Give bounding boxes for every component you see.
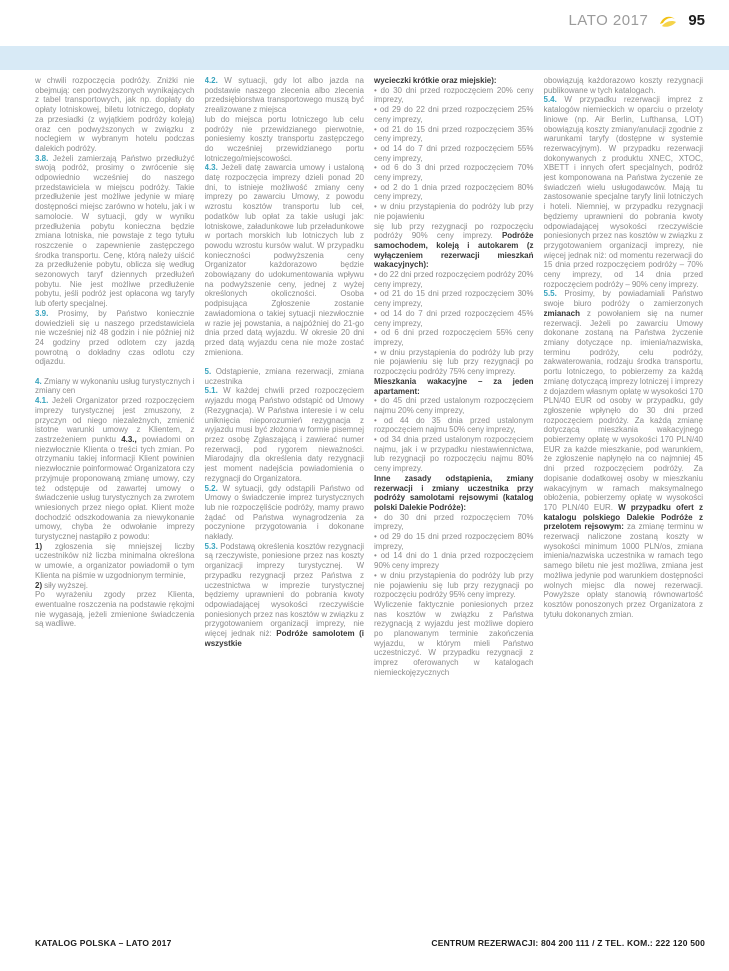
body-text: Zmiany w wykonaniu usług turystycznych i zmiany cen bbox=[35, 376, 195, 396]
section-number: 4.1. bbox=[35, 396, 49, 406]
paragraph bbox=[374, 202, 534, 221]
body-text: • do 30 dni przed rozpoczęciem 70% imprezy, bbox=[374, 512, 534, 532]
body-text: Jeżeli Organizator przed rozpoczęciem imprezy turystycznej jest zmuszony, z przyczyn od niego niezależnych, zmienić istotne warunki umowy z Klientem, z zastrzeżeniem punktu bbox=[35, 396, 195, 444]
body-text: • od 29 do 22 dni przed rozpoczęciem 25% ceny imprezy, bbox=[374, 105, 534, 124]
paragraph bbox=[374, 328, 534, 347]
paragraph bbox=[374, 348, 534, 377]
paragraph bbox=[35, 309, 195, 367]
body-text: • od 14 do 7 dni przed rozpoczęciem 45% ceny imprezy, bbox=[374, 308, 534, 328]
footer-reservation-label: CENTRUM REZERWACJI: 804 200 111 / Z TEL. KOM.: 222 120 500 bbox=[431, 938, 705, 948]
paragraph bbox=[205, 386, 365, 483]
terms-column-3 bbox=[374, 76, 534, 932]
body-text: • od 6 do 3 dni przed rozpoczęciem 70% ceny imprezy, bbox=[374, 163, 534, 183]
paragraph bbox=[374, 76, 534, 86]
bold-text: Mieszkania wakacyjne – za jeden apartament: bbox=[374, 376, 534, 396]
body-text: • w dniu przystąpienia do podróży lub przy nie pojawieniu się lub przy rezygnacji po rozpoczęciu podróży 75% ceny imprezy. bbox=[374, 347, 534, 377]
body-text: • od 21 do 15 dni przed rozpoczęciem 30% ceny imprezy, bbox=[374, 289, 534, 309]
paragraph bbox=[374, 289, 534, 308]
section-number: 3.9. bbox=[35, 308, 49, 318]
paragraph bbox=[205, 542, 365, 649]
body-text: lub do miejsca portu lotniczego lub celu podróży nie przewidzianego pierwotnie, poniesiemy koszty transportu zastępczego do wcześniej przewidzianego portu lotniczego/miejscowości. bbox=[204, 114, 364, 163]
paragraph bbox=[374, 222, 534, 271]
section-number: 4.3. bbox=[204, 163, 218, 173]
paragraph bbox=[544, 95, 704, 289]
section-number: 3.8. bbox=[35, 153, 49, 163]
body-text: • od 44 do 35 dnia przed ustalonym rozpoczęciem najmu 50% ceny imprezy, bbox=[374, 415, 534, 435]
season-label: LATO 2017 bbox=[568, 12, 649, 29]
section-number: 5.1. bbox=[204, 386, 218, 396]
body-text: za zmianę terminu w rezerwacji naliczone zostaną koszty w wysokości minimum 1000 PLN/os, zmiana imienia/nazwiska uczestnika w ramach tego samego biletu nie jest możliwa, zmiana jest możliwa jedynie pod warunkiem dostępności wolnych miejsc dla nowej rezerwacji. Powyższe opłaty stanowią równowartość kosztów ponoszonych przez Organizatora z tytułu dokonanych zmian. bbox=[543, 522, 703, 619]
bold-text: Inne zasady odstąpienia, zmiany rezerwacji i zmiany uczestnika przy podróży samolotami rejsowymi (katalog polski Dalekie Podróże): bbox=[374, 473, 534, 512]
body-text: powiadomi on niezwłocznie Klienta o treści tych zmian. Po otrzymaniu takiej informacji Klient powinien niezwłocznie poinformować Organizatora czy przyjmuje proponowaną zmianę umowy, czy też odstępuje od zawartej umowy o świadczenie usług turystycznych za zwrotem wniesionych przez niego opłat. Klient może dochodzić odszkodowania za niewykonanie umowy, chyba że odwołanie imprezy turystycznej nastąpiło z powodu: bbox=[35, 435, 195, 542]
section-number: 5.2. bbox=[204, 483, 218, 493]
terms-column-2 bbox=[205, 76, 365, 932]
paragraph bbox=[205, 115, 365, 164]
paragraph bbox=[544, 76, 704, 95]
paragraph bbox=[205, 76, 365, 115]
body-text: • od 34 dnia przed ustalonym rozpoczęciem najmu, jak i w przypadku niestawiennictwa, lub rezygnacji po rozpoczęciu najmu 80% ceny imprezy. bbox=[374, 435, 534, 474]
body-text: obowiązują każdorazowo koszty rezygnacji publikowane w tych katalogach. bbox=[543, 76, 703, 95]
bold-text: Podróże samolotem (i wszystkie bbox=[204, 629, 364, 648]
bold-text: 2) bbox=[35, 580, 43, 590]
paragraph bbox=[374, 396, 534, 415]
body-text: Po wyrażeniu zgody przez Klienta, ewentualne roszczenia na podstawie rękojmi nie wygasają, jeżeli zmienione świadczenia są wadliwe. bbox=[35, 590, 195, 629]
body-text: z powołaniem się na numer rezerwacji. Jeżeli po zawarciu Umowy dokonane zostaną na Państwa życzenie zmiany dotyczące np. imienia/nazwiska, terminu podróży, celu podróży, zakwaterowania, rodzaju środka transportu, portu lotniczego, to pobierzemy za każdą zmianę dotyczącą imprezy lotniczej i imprezy z dojazdem własnym opłatę w wysokości 170 PLN/40 EUR od osoby w przypadku, gdy zgłoszenie wpłynęło do 30 dni przed rozpoczęciem podróży. Za każdą zmianę dotyczącą mieszkania wakacyjnego pobierzemy opłatę w wysokości 170 PLN/40 EUR za każde mieszkanie, pod warunkiem, że zgłoszenie napłynęło na co najmniej 45 dni przed rozpoczęciem podróży. Za dopisanie dodatkowej osoby w mieszkaniu wakacyjnym w ramach maksymalnego obłożenia, pobierzemy opłatę w wysokości 170 PLN/40 EUR. bbox=[543, 308, 703, 512]
paragraph bbox=[374, 105, 534, 124]
section-number: 5.4. bbox=[543, 95, 557, 105]
body-text: Podstawą określenia kosztów rezygnacji są rzeczywiste, poniesione przez nas koszty organizacji imprezy turystycznej. W przypadku rezygnacji przez Państwa z uczestnictwa w imprezie turystycznej będziemy uprawnieni do pobrania kwoty odpowiadającej wysokości rzeczywiście poniesionych przez nas kosztów w związku z przygotowaniem organizacji imprezy, nie więcej jednak niż: bbox=[204, 541, 364, 639]
paragraph bbox=[374, 435, 534, 474]
body-text: • od 14 dni do 1 dnia przed rozpoczęciem 90% ceny imprezy bbox=[374, 551, 534, 571]
section-number: 5.3. bbox=[204, 541, 218, 551]
bold-text: 1) bbox=[35, 541, 43, 551]
smile-logo-icon bbox=[658, 13, 678, 29]
paragraph bbox=[374, 86, 534, 105]
paragraph bbox=[35, 581, 195, 591]
body-text: • od 21 do 15 dni przed rozpoczęciem 35% ceny imprezy, bbox=[374, 124, 534, 144]
body-text: siły wyższej. bbox=[42, 580, 88, 590]
body-text: Jeżeli datę zawarcia umowy i ustaloną datę rozpoczęcia imprezy dzieli ponad 20 dni, to istnieje możliwość zmiany ceny imprezy po zawarciu Umowy, z powodu wzrostu kosztów transportu lub ceł, podatków lub opłat za takie usługi jak: lotniskowe, załadunkowe lub przeładunkowe w portach morskich lub lotniczych lub z powodu wzrostu kursów walut. W przypadku konieczności podwyższenia ceny Organizator każdorazowo będzie zobowiązany do udokumentowania wpływu na podwyższenie ceny, jednej z wyżej określonych okoliczności. Osoba podpisująca Zgłoszenie zostanie zawiadomiona o takiej sytuacji niezwłocznie w razie jej powstania, a najpóźniej do 21-go dnia przed datą wyjazdu. W okresie 20 dni przed datą wyjazdu cena nie może zostać zmieniona. bbox=[204, 163, 364, 357]
paragraph bbox=[35, 590, 195, 629]
body-text: Prosimy, by Państwo koniecznie dowiedzieli się u naszego przedstawiciela nie wcześniej niż 48 godzin i nie później niż 24 godziny przed odlotem czy jazdą powrotną o dokładny czas odlotu czy odjazdu. bbox=[35, 308, 195, 367]
body-text: Jeżeli zamierzają Państwo przedłużyć swoją podróż, prosimy o zwrócenie się odpowiednio wcześniej do naszego przedstawiciela w miejscu podróży. Takie przedłużenie jest możliwe jedynie w miarę dostępności miejsc zarówno w hotelu, jak i w samolocie. W sytuacji, gdy w wyniku przedłużenia pobytu konieczna będzie zmiana lotniska, nie powstaje z tego tytułu roszczenie o zapewnienie zastępczego środka transportu. Cenę, którą należy uiścić za przedłużenie pobytu, oblicza się według sezonowych taryf dziennych przedłużeń pobytu. Nie jest możliwe przedłużenie pobytu, jeśli podróż jest opłacona wg taryfy lub oferty specjalnej. bbox=[35, 153, 195, 309]
page-number: 95 bbox=[688, 12, 705, 29]
paragraph bbox=[374, 532, 534, 551]
body-text: • od 29 do 15 dni przed rozpoczęciem 80% imprezy, bbox=[374, 532, 534, 551]
paragraph bbox=[374, 270, 534, 289]
body-text: W sytuacji, gdy lot albo jazda na podstawie naszego zlecenia albo zlecenia przedsiębiorstwa transportowego muszą być zrealizowane z miejsca bbox=[204, 76, 364, 115]
body-text: • od 14 do 7 dni przed rozpoczęciem 55% ceny imprezy, bbox=[374, 143, 534, 163]
bold-text: zmianach bbox=[543, 308, 580, 318]
paragraph bbox=[374, 600, 534, 678]
body-text: • w dniu przystąpienia do podróży lub przy nie pojawieniu się lub przy rezygnacji po rozpoczęciu podróży 95% ceny imprezy. bbox=[374, 570, 534, 600]
section-number: 5. bbox=[204, 367, 212, 377]
bold-text: wycieczki krótkie oraz miejskie): bbox=[374, 76, 497, 85]
paragraph bbox=[544, 289, 704, 619]
body-text: się lub przy rezygnacji po rozpoczęciu podróży 90% ceny imprezy. bbox=[374, 221, 534, 241]
paragraph bbox=[374, 571, 534, 600]
body-text: • do 30 dni przed rozpoczęciem 20% ceny imprezy, bbox=[374, 85, 534, 105]
paragraph bbox=[205, 367, 365, 386]
paragraph bbox=[374, 163, 534, 182]
paragraph bbox=[35, 154, 195, 309]
paragraph bbox=[374, 551, 534, 570]
terms-columns bbox=[35, 76, 703, 932]
paragraph bbox=[374, 125, 534, 144]
bold-text: 4.3., bbox=[121, 435, 137, 444]
body-text: • od 6 dni przed rozpoczęciem 55% ceny imprezy, bbox=[374, 328, 534, 347]
paragraph bbox=[35, 542, 195, 581]
paragraph bbox=[374, 474, 534, 513]
body-text: Wyliczenie faktycznie poniesionych przez nas kosztów w związku z Państwa rezygnacją z wyjazdu jest możliwe dopiero po planowanym terminie zakończenia wyjazdu, w którym mieli Państwo uczestniczyć. W przypadku rezygnacji z imprez oferowanych w katalogach niemieckojęzycznych bbox=[374, 599, 534, 677]
body-text: • w dniu przystąpienia do podróży lub przy nie pojawieniu bbox=[374, 202, 534, 221]
terms-column-1 bbox=[35, 76, 195, 932]
body-text: W każdej chwili przed rozpoczęciem wyjazdu mogą Państwo odstąpić od Umowy (Rezygnacja). W Państwa interesie i w celu uniknięcia nieporozumień rezygnacja z wyjazdu musi być złożona w formie pisemnej przez osobę Zgłaszającą i zawierać numer rezerwacji, pod rygorem nieważności. Miarodajny dla określenia daty rezygnacji jest moment nadejścia powiadomienia o rezygnacji do Organizatora. bbox=[204, 386, 364, 483]
body-text: zgłoszenia się mniejszej liczby uczestników niż liczba minimalna określona w umowie, a organizator powiadomił o tym Klienta na piśmie w uzgodnionym terminie, bbox=[35, 541, 195, 580]
body-text: Prosimy, by powiadamiali Państwo swoje biuro podróży o zamierzonych bbox=[543, 289, 703, 309]
page-footer bbox=[35, 938, 705, 948]
paragraph bbox=[374, 377, 534, 396]
bold-text: W przypadku ofert z katalogu polskiego Dalekie Podróże z przelotem rejsowym: bbox=[543, 502, 703, 532]
header-band-divider bbox=[0, 46, 729, 70]
paragraph bbox=[374, 183, 534, 202]
section-number: 4. bbox=[35, 376, 42, 386]
paragraph bbox=[374, 513, 534, 532]
paragraph bbox=[205, 163, 365, 357]
body-text: W przypadku rezerwacji imprez z katalogów niemieckich w oparciu o przeloty liniowe (np. Air Berlin, Lufthansa, LOT) obowiązują koszty zmiany/anulacji zgodnie z warunkami taryfy (dostępne w systemie rezerwacyjnym). W przypadku rezerwacji dokonywanych z produktu XNEC, XTOC, XBETT i innych ofert specjalnych, podróż jest komponowana na Państwa życzenie ze świadczeń wielu usługodawców. Mają tu zastosowanie specjalne taryfy linii lotniczych i hoteli. Niemniej, w przypadku rezygnacji będziemy uprawnieni do pobrania kwoty odpowiadającej wysokości rzeczywiście poniesionych przez nas kosztów w związku z przygotowaniem organizacji imprezy, nie więcej jednak niż: od momentu rezerwacji do 15 dnia przed rozpoczęciem podróży – 70% ceny imprezy, od 14 dnia przed rozpoczęciem podróży – 90% ceny imprezy. bbox=[543, 95, 703, 289]
paragraph bbox=[35, 377, 195, 396]
paragraph bbox=[205, 484, 365, 542]
body-text: • do 45 dni przed ustalonym rozpoczęciem najmu 20% ceny imprezy, bbox=[374, 396, 534, 415]
footer-catalog-label: KATALOG POLSKA – LATO 2017 bbox=[35, 938, 172, 948]
paragraph bbox=[374, 144, 534, 163]
body-text: w chwili rozpoczęcia podróży. Zniżki nie obejmują: cen podwyższonych wynikających z tabel transportowych, jak np. dopłaty do opłaty lotniskowej, biletu lotniczego, dopłaty za przesiadki (z wyjątkiem podróży koleją) oraz cen podwyższonych w związku z noclegiem w wybranym hotelu podczas dalekich podróży. bbox=[35, 76, 195, 153]
paragraph bbox=[374, 416, 534, 435]
paragraph bbox=[35, 396, 195, 542]
body-text: • od 2 do 1 dnia przed rozpoczęciem 80% ceny imprezy, bbox=[374, 182, 534, 202]
body-text: Odstąpienie, zmiana rezerwacji, zmiana uczestnika bbox=[204, 367, 364, 386]
section-number: 5.5. bbox=[543, 289, 557, 299]
paragraph bbox=[374, 309, 534, 328]
section-number: 4.2. bbox=[204, 76, 218, 85]
body-text: W sytuacji, gdy odstąpili Państwo od Umowy o świadczenie imprez turystycznych lub nie rozpoczęliście podróży, mamy prawo żądać od Państwa wynagrodzenia za poczynione przygotowania i dokonane nakłady. bbox=[204, 483, 364, 542]
body-text: • do 22 dni przed rozpoczęciem podróży 20% ceny imprezy, bbox=[374, 270, 534, 289]
page-header bbox=[0, 0, 729, 45]
paragraph bbox=[35, 76, 195, 154]
bold-text: Podróże samochodem, koleją i autokarem (z wyłączeniem rezerwacji mieszkań wakacyjnych): bbox=[374, 231, 534, 270]
terms-column-4 bbox=[544, 76, 704, 932]
